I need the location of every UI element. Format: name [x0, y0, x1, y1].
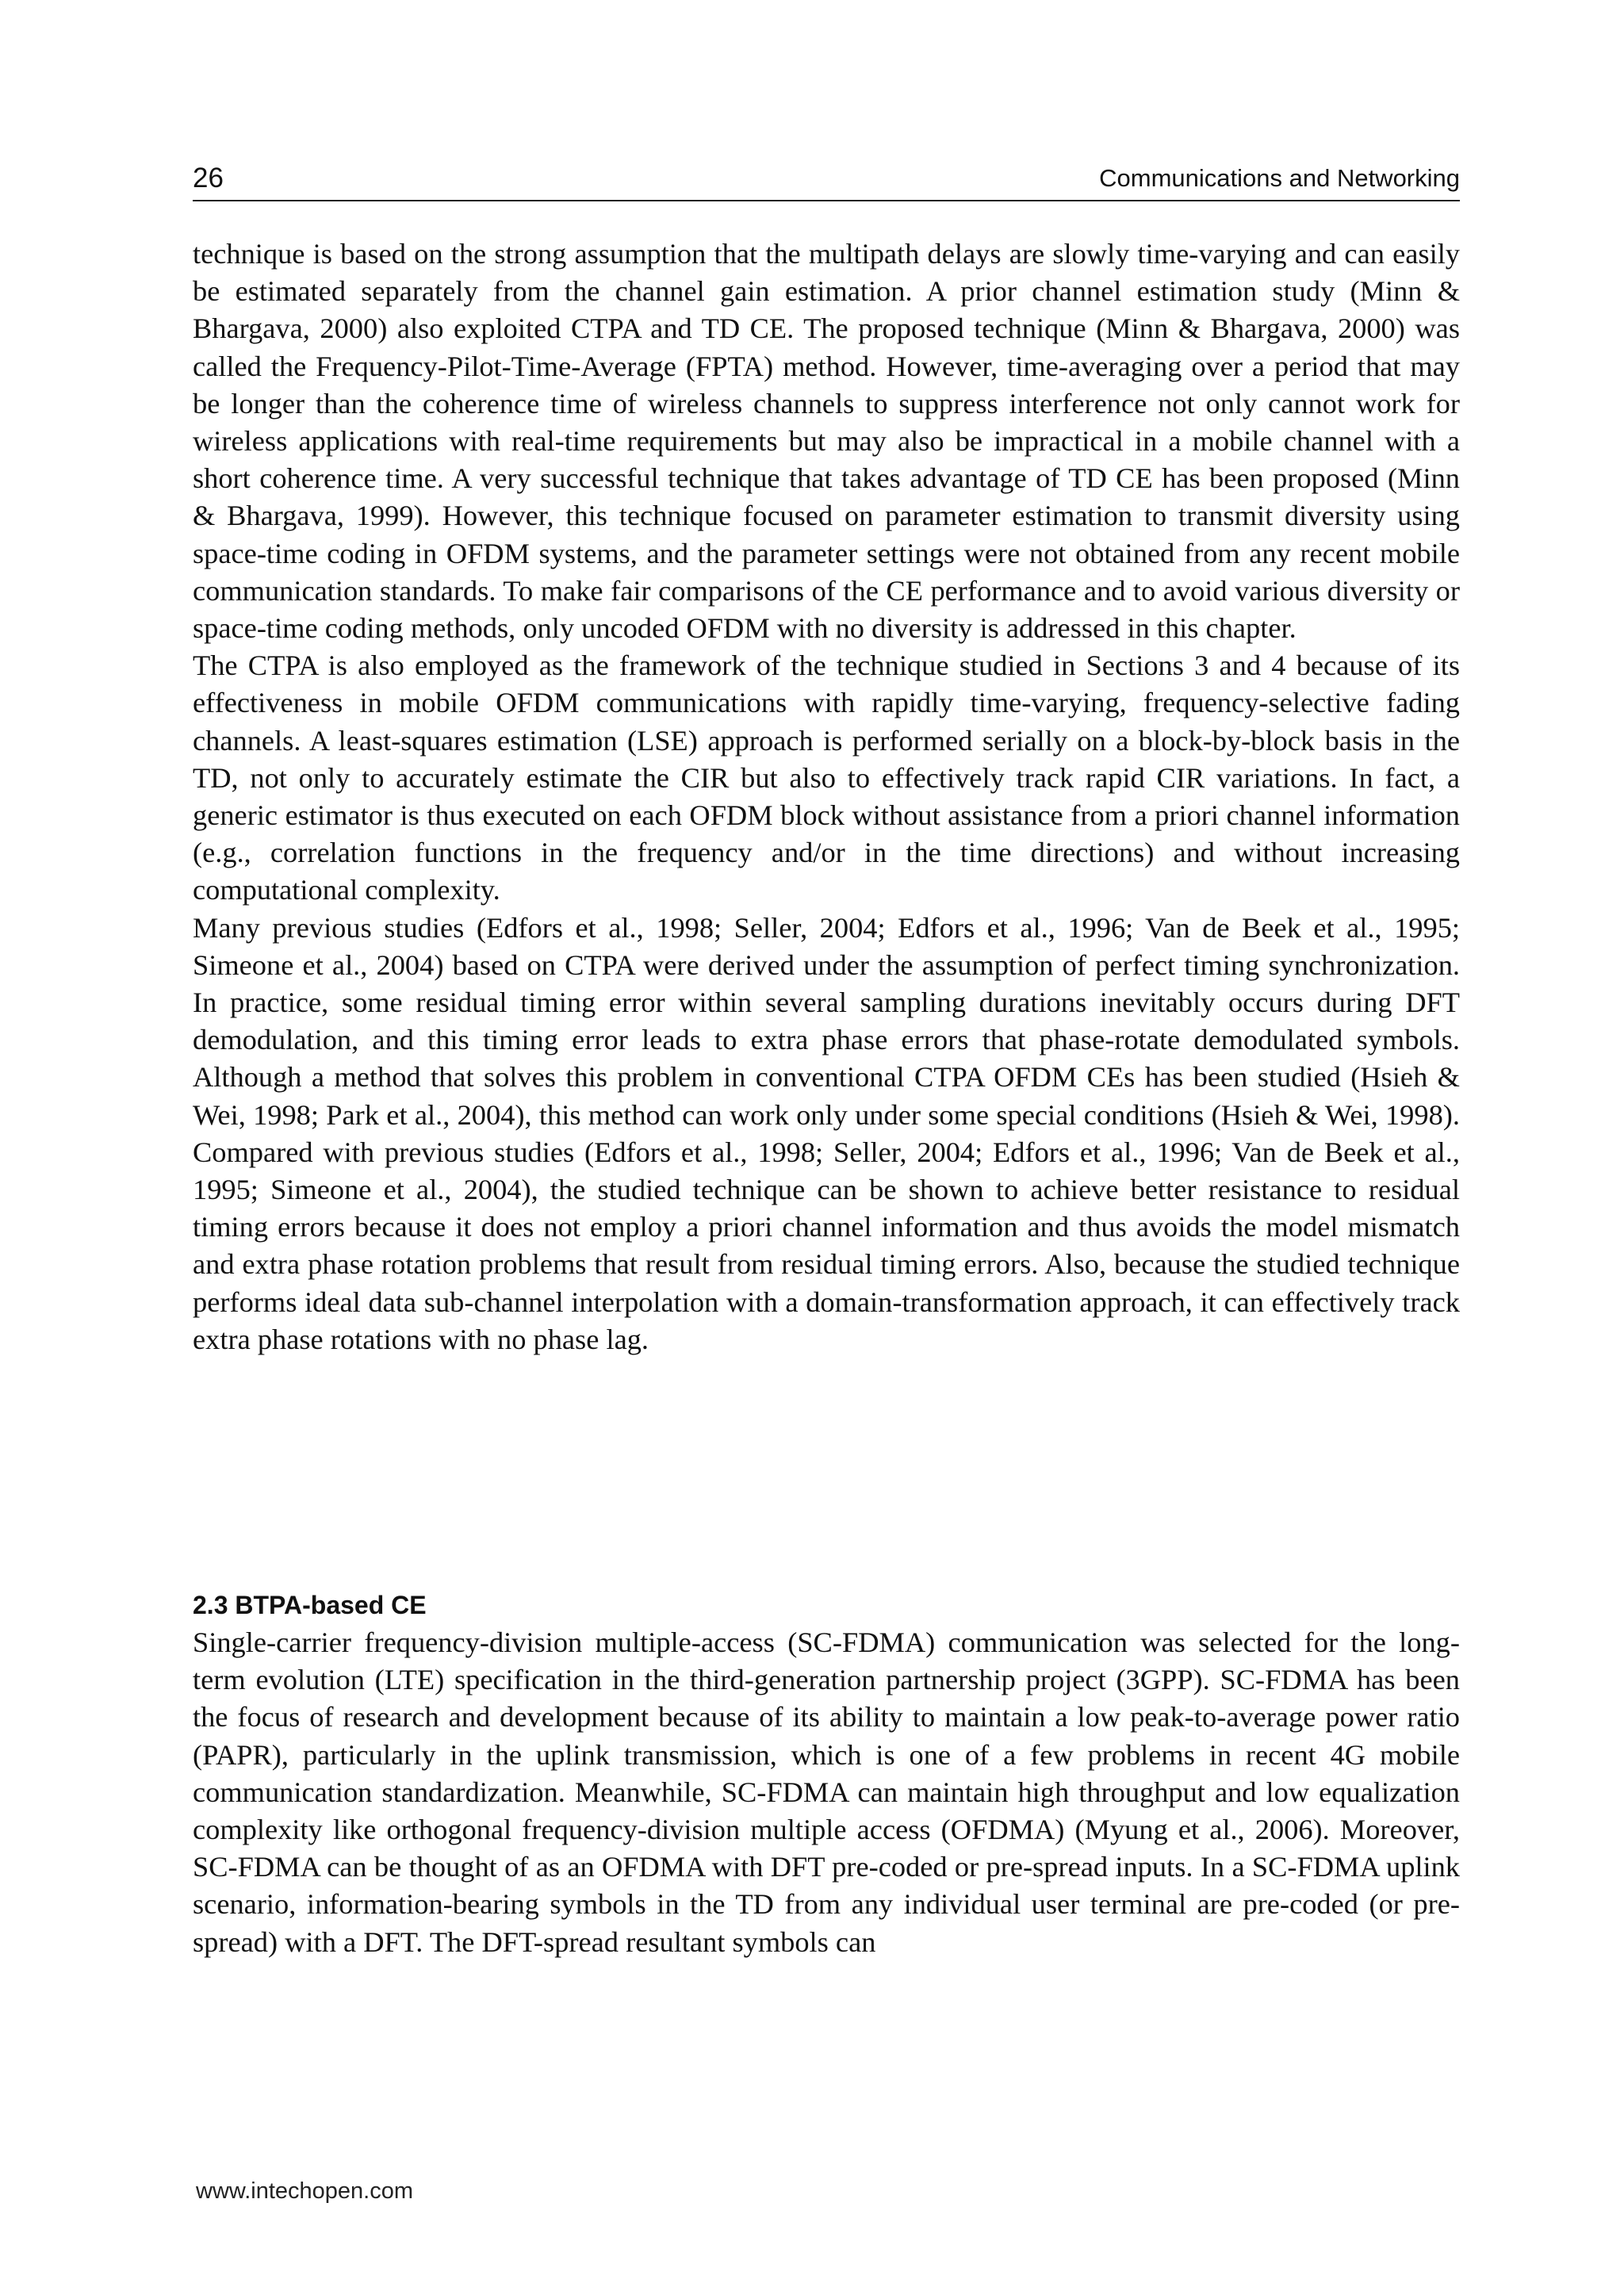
body-paragraph: technique is based on the strong assumption that the multipath delays are slowly time-varying and can easily be estimated separately from the channel gain estimation. A prior channel estimation study (Minn & Bhargava, 2000) also exploited CTPA and TD CE. The proposed technique (Minn & Bhargava, 2000) was called the Frequency-Pilot-Time-Average (FPTA) method. However, time-averaging over a period that may be longer than the coherence time of wireless channels to suppress interference not only cannot work for wireless applications with real-time requirements but may also be impractical in a mobile channel with a short coherence time. A very successful technique that takes advantage of TD CE has been proposed (Minn & Bhargava, 1999). However, this technique focused on parameter estimation to transmit diversity using space-time coding in OFDM systems, and the parameter settings were not obtained from any recent mobile communication standards. To make fair comparisons of the CE performance and to avoid various diversity or space-time coding methods, only uncoded OFDM with no diversity is addressed in this chapter. [193, 238, 1460, 645]
page-number: 26 [193, 163, 224, 193]
running-head [193, 163, 1460, 194]
journal-title: Communications and Networking [1099, 164, 1460, 192]
section-body [193, 1624, 1460, 1961]
section-paragraph: Single-carrier frequency-division multiple-access (SC-FDMA) communication was selected for the long-term evolution (LTE) specification in the third-generation partnership project (3GPP). SC-FDMA has been the focus of research and development because of its ability to maintain a low peak-to-average power ratio (PAPR), particularly in the uplink transmission, which is one of a few problems in recent 4G mobile communication standardization. Meanwhile, SC-FDMA can maintain high throughput and low equalization complexity like orthogonal frequency-division multiple access (OFDMA) (Myung et al., 2006). Moreover, SC-FDMA can be thought of as an OFDMA with DFT pre-coded or pre-spread inputs. In a SC-FDMA uplink scenario, information-bearing symbols in the TD from any individual user terminal are pre-coded (or pre-spread) with a DFT. The DFT-spread resultant symbols can [193, 1626, 1460, 1958]
body-paragraph: The CTPA is also employed as the framework of the technique studied in Sections 3 and 4 because of its effectiveness in mobile OFDM communications with rapidly time-varying, frequency-selective fading channels. A least-squares estimation (LSE) approach is performed serially on a block-by-block basis in the TD, not only to accurately estimate the CIR but also to effectively track rapid CIR variations. In fact, a generic estimator is thus executed on each OFDM block without assistance from a priori channel information (e.g., correlation functions in the frequency and/or in the time directions) and without increasing computational complexity. [193, 649, 1460, 906]
section-heading: 2.3 BTPA-based CE [193, 1591, 427, 1619]
footer-url: www.intechopen.com [196, 2178, 414, 2204]
body-text [193, 236, 1460, 1358]
body-paragraph: Many previous studies (Edfors et al., 1998; Seller, 2004; Edfors et al., 1996; Van de Beek et al., 1995; Simeone et al., 2004) based on CTPA were derived under the assumption of perfect timing synchronization. In practice, some residual timing error within several sampling durations inevitably occurs during DFT demodulation, and this timing error leads to extra phase errors that phase-rotate demodulated symbols. Although a method that solves this problem in conventional CTPA OFDM CEs has been studied (Hsieh & Wei, 1998; Park et al., 2004), this method can work only under some special conditions (Hsieh & Wei, 1998). Compared with previous studies (Edfors et al., 1998; Seller, 2004; Edfors et al., 1996; Van de Beek et al., 1995; Simeone et al., 2004), the studied technique can be shown to achieve better resistance to residual timing errors because it does not employ a priori channel information and thus avoids the model mismatch and extra phase rotation problems that result from residual timing errors. Also, because the studied technique performs ideal data sub-channel interpolation with a domain-transformation approach, it can effectively track extra phase rotations with no phase lag. [193, 911, 1460, 1355]
header-rule [193, 200, 1460, 201]
